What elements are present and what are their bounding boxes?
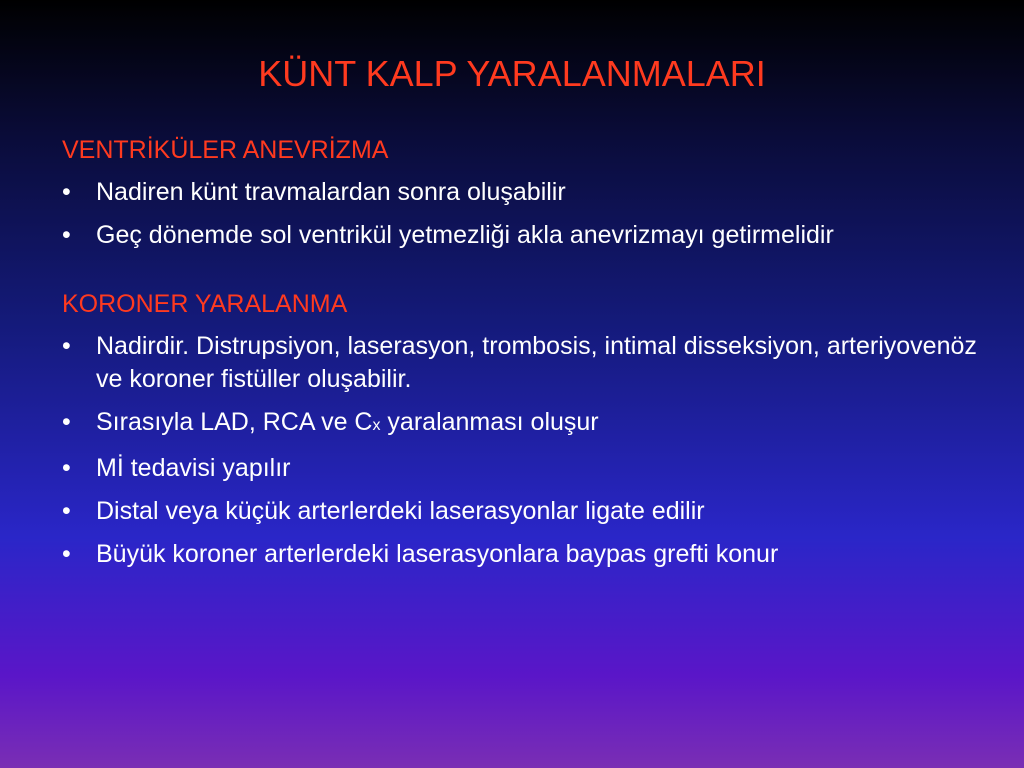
bullet-text-after: yaralanması oluşur <box>380 408 599 436</box>
bullet-icon: • <box>62 332 71 360</box>
bullet-item <box>62 219 982 252</box>
bullet-text-before: Sırasıyla LAD, RCA ve C <box>96 408 373 436</box>
section-heading-coronary-injury: KORONER YARALANMA <box>62 290 348 318</box>
bullet-icon: • <box>62 540 71 568</box>
bullet-text: Distal veya küçük arterlerdeki laserasyonlar ligate edilir <box>96 497 705 525</box>
slide-content <box>62 134 982 571</box>
bullet-item <box>62 495 982 528</box>
bullet-text-subscript: x <box>372 417 381 434</box>
bullet-icon: • <box>62 497 71 525</box>
bullet-item <box>62 538 982 571</box>
bullet-text: Mİ tedavisi yapılır <box>96 454 291 482</box>
bullet-text: Büyük koroner arterlerdeki laserasyonlara baypas grefti konur <box>96 540 779 568</box>
bullet-text: Nadirdir. Distrupsiyon, laserasyon, trombosis, intimal disseksiyon, arteriyovenöz ve koroner fistüller oluşabilir. <box>96 332 977 393</box>
section-heading-ventricular-aneurysm: VENTRİKÜLER ANEVRİZMA <box>62 136 389 164</box>
bullet-item <box>62 406 982 442</box>
bullet-icon: • <box>62 454 71 482</box>
bullet-icon: • <box>62 408 71 436</box>
bullet-item <box>62 330 982 396</box>
section-spacer <box>62 252 982 288</box>
bullet-text: Geç dönemde sol ventrikül yetmezliği akla anevrizmayı getirmelidir <box>96 221 834 249</box>
bullet-text <box>96 408 599 436</box>
bullet-text: Nadiren künt travmalardan sonra oluşabilir <box>96 178 566 206</box>
bullet-item <box>62 452 982 485</box>
bullet-list-ventricular-aneurysm <box>62 176 982 252</box>
bullet-item <box>62 176 982 209</box>
bullet-icon: • <box>62 221 71 249</box>
bullet-icon: • <box>62 178 71 206</box>
bullet-list-coronary-injury <box>62 330 982 571</box>
slide-title: KÜNT KALP YARALANMALARI <box>258 53 766 94</box>
